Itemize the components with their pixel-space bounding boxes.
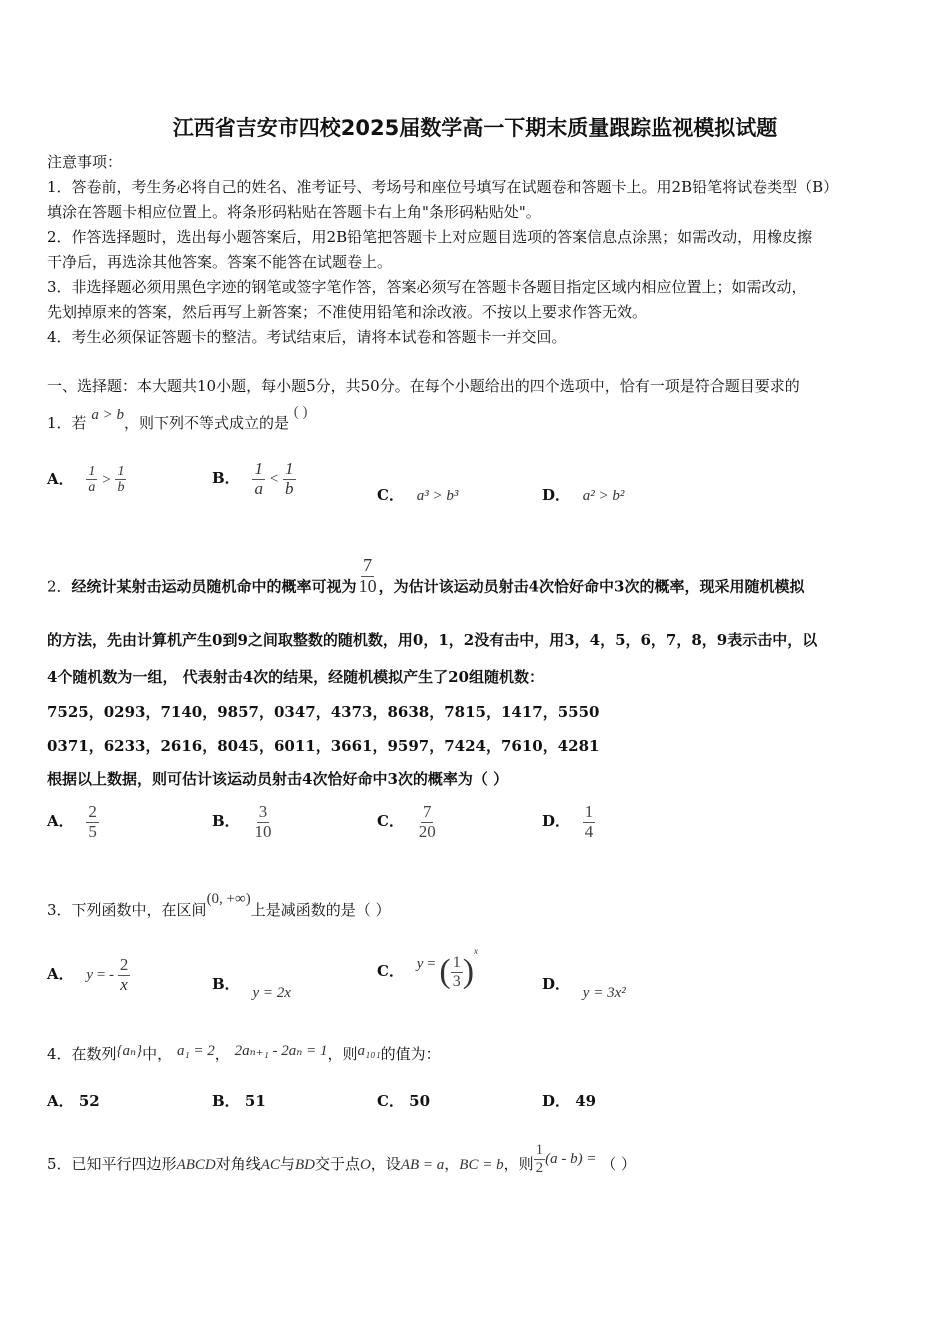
fraction-denominator: 10: [254, 821, 272, 841]
q5-bc: BC = b: [459, 1157, 504, 1173]
fraction-numerator: 1: [584, 802, 594, 821]
q1-post: ，则下列不等式成立的是: [123, 414, 289, 432]
q3-interval: (0, +∞): [206, 891, 251, 907]
fraction-denominator: 4: [584, 821, 594, 841]
q4-sequence: {aₙ}: [116, 1043, 143, 1059]
notice-line: 先划掉原来的答案，然后再写上新答案；不准使用铅笔和涂改液。不按以上要求作答无效。: [47, 303, 648, 321]
q5-pre: 已知平行四边形: [71, 1155, 177, 1173]
q5-expression: (a - b) =: [545, 1151, 597, 1167]
option-b-expr: y = 2x: [252, 985, 291, 1001]
option-label: B．: [212, 975, 240, 993]
fraction-numerator: 3: [258, 802, 268, 821]
option-label: C．: [377, 962, 404, 980]
question-1: [47, 404, 308, 434]
q5-ab: AB = a: [400, 1157, 445, 1173]
option-label: B．: [212, 812, 240, 831]
question-number: 2．: [47, 577, 72, 596]
option-b: [212, 803, 273, 841]
answer-paren: ( ): [293, 404, 308, 420]
notice-line: 1．答卷前，考生务必将自己的姓名、准考证号、考场号和座位号填写在试题卷和答题卡上。用2B铅笔将试卷类型（B）: [47, 178, 839, 196]
notice-line: 干净后，再选涂其他答案。答案不能答在试题卷上。: [47, 253, 393, 271]
option-label: C．: [377, 486, 404, 504]
question-5: 5．已知平行四边形ABCD对角线AC与BD交于点O，设AB = a，BC = b，则 $\frac{1}{2}$ (a - b) = （ ）: [47, 1142, 637, 1176]
q5-o: O: [359, 1157, 371, 1173]
option-d: [542, 484, 624, 505]
notice-line: 3．非选择题必须用黑色字迹的钢笔或签字笔作答，答案必须写在答题卡各题目指定区域内相应位置上；如需改动，: [47, 278, 807, 296]
option-label: B．: [212, 469, 240, 488]
page-title: 江西省吉安市四校2025届数学高一下期末质量跟踪监视模拟试题: [172, 116, 778, 140]
option-d: D． 49: [542, 1092, 597, 1110]
option-b: [212, 973, 291, 1001]
fraction-denominator: 5: [88, 821, 97, 841]
q5-bd: BD: [294, 1157, 315, 1173]
fraction-numerator: 2: [88, 802, 97, 821]
q2-line: 根据以上数据，则可估计该运动员射击4次恰好命中3次的概率为（ ）: [47, 770, 509, 788]
q2-random-numbers: 0371，6233，2616，8045，6011，3661，9597，7424，7610，4281: [47, 737, 600, 755]
q3-pre: 下列函数中，在区间: [71, 901, 207, 919]
q2-pre: 经统计某射击运动员随机命中的概率可视为: [71, 577, 357, 596]
notice-line: 填涂在答题卡相应位置上。将条形码粘贴在答题卡右上角"条形码粘贴处"。: [47, 203, 541, 221]
q4-mid: 中，: [142, 1045, 173, 1063]
q2-line: 4个随机数为一组， 代表射击4次的结果，经随机模拟产生了20组随机数：: [47, 668, 544, 686]
option-d: [542, 803, 595, 841]
option-label: C．: [377, 812, 404, 831]
option-label: A．: [47, 812, 74, 831]
option-d-expr: y = 3x²: [582, 985, 626, 1001]
q4-target: a₁₀₁: [357, 1043, 381, 1059]
q4-comma: ，: [214, 1045, 230, 1063]
option-label: A．: [47, 965, 74, 984]
option-d: [542, 973, 626, 1001]
option-label: D．: [542, 486, 571, 504]
q4-mid: ，则: [327, 1045, 358, 1063]
q5-text: 对角线: [215, 1155, 261, 1173]
question-3: [47, 891, 391, 921]
q5-ac: AC: [260, 1157, 280, 1173]
q5-text: ，设: [370, 1155, 401, 1173]
option-c: C． y = ( $\frac{1}{3}$ )$^x$: [377, 946, 479, 990]
answer-paren: （ ）: [601, 1155, 637, 1173]
q4-condition: 2aₙ₊₁ - 2aₙ = 1: [234, 1043, 328, 1059]
option-d-expr: a² > b²: [582, 488, 625, 504]
question-number: 4．: [47, 1045, 72, 1063]
notice-heading: 注意事项：: [47, 153, 123, 171]
notice-line: 2．作答选择题时，选出每小题答案后，用2B铅笔把答题卡上对应题目选项的答案信息点涂黑；如需改动，用橡皮擦: [47, 228, 813, 246]
q5-abcd: ABCD: [176, 1157, 216, 1173]
option-a: A． y = - $\frac{2}{x}$: [47, 955, 129, 994]
option-c: [377, 484, 458, 505]
question-4: [47, 1044, 441, 1065]
notice-line: 4．考生必须保证答题卡的整洁。考试结束后，请将本试卷和答题卡一并交回。: [47, 328, 567, 346]
q1-condition: a > b: [91, 407, 124, 423]
q4-post: 的值为：: [380, 1045, 441, 1063]
question-number: 1．: [47, 414, 72, 432]
q2-post: ，为估计该运动员射击4次恰好命中3次的概率，现采用随机模拟: [378, 577, 805, 596]
option-c: [377, 803, 438, 841]
q4-condition: a₁ = 2: [176, 1043, 215, 1059]
option-c-expr: a³ > b³: [416, 488, 459, 504]
option-a: A． 52: [47, 1092, 100, 1110]
option-b: B． 51: [212, 1092, 266, 1110]
q5-text: 交于点: [314, 1155, 360, 1173]
fraction-numerator: 7: [422, 802, 432, 821]
option-label: D．: [542, 975, 571, 993]
fraction-denominator: 20: [418, 821, 436, 841]
q3-post: 上是减函数的是（ ）: [250, 901, 391, 919]
option-b: B． $\frac{1}{a}$ < $\frac{1}{b}$: [212, 459, 294, 498]
question-2: [47, 555, 805, 608]
question-number: 5．: [47, 1155, 72, 1173]
fraction-numerator: 7: [363, 555, 373, 575]
fraction-denominator: 10: [358, 575, 377, 596]
q4-pre: 在数列: [71, 1045, 117, 1063]
q5-text: ，: [444, 1155, 460, 1173]
option-a: A． $\frac{1}{a}$ > $\frac{1}{b}$: [47, 464, 125, 496]
q5-text: ，则: [503, 1155, 534, 1173]
question-number: 3．: [47, 901, 72, 919]
option-a: [47, 803, 99, 841]
q5-text: 与: [279, 1155, 295, 1173]
option-c: C． 50: [377, 1092, 431, 1110]
q2-random-numbers: 7525，0293，7140，9857，0347，4373，8638，7815，1417，5550: [47, 703, 600, 721]
section-heading: 一、选择题：本大题共10小题，每小题5分，共50分。在每个小题给出的四个选项中，恰有一项是符合题目要求的: [47, 377, 800, 395]
q1-pre: 若: [71, 414, 87, 432]
option-label: A．: [47, 469, 74, 488]
q2-line: 的方法，先由计算机产生0到9之间取整数的随机数，用0，1，2没有击中，用3，4，5，6，7，8，9表示击中，以: [47, 631, 818, 649]
option-label: D．: [542, 812, 571, 831]
